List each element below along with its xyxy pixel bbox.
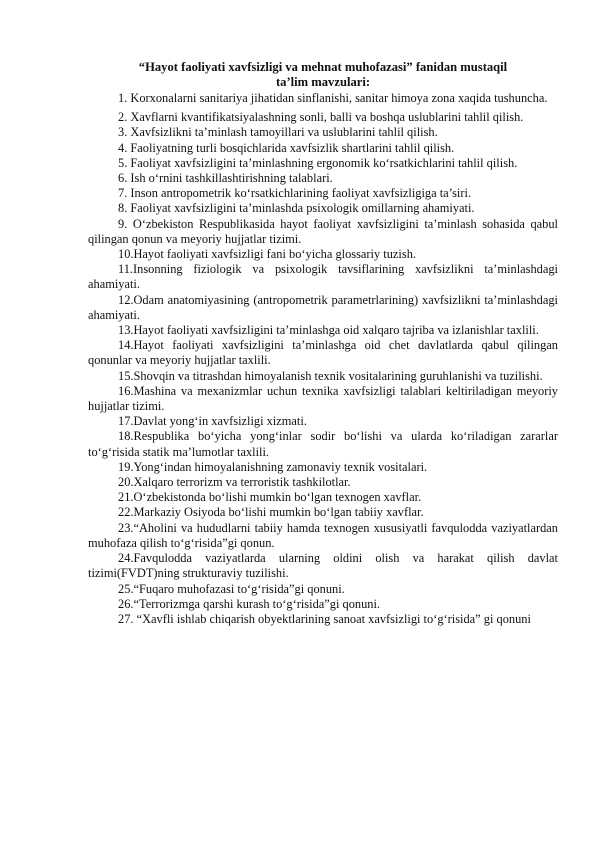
topic-item-26: 26.“Terrorizmga qarshi kurash to‘g‘risida”gi qonuni. <box>118 596 381 611</box>
topic-item-23: 23.“Aholini va hududlarni tabiiy hamda texnogen xususiyatli favqulodda vaziyatlardan muhofaza qilish to‘g‘risida”gi qonun. <box>88 520 558 550</box>
topic-item-1: 1. Korxonalarni sanitariya jihatidan sinflanishi, sanitar himoya zona xaqida tushuncha. <box>118 91 548 105</box>
topic-item-5: 5. Faoliyat xavfsizligini ta’minlashning ergonomik ko‘rsatkichlarini tahlil qilish. <box>118 155 518 170</box>
topic-item-18: 18.Respublika bo‘yicha yong‘inlar sodir bo‘lishi va ularda ko‘riladigan zararlar to‘g‘risida statik ma’lumotlar taxlili. <box>88 429 558 459</box>
topic-item-13: 13.Hayot faoliyati xavfsizligini ta’minlashga oid xalqaro tajriba va izlanishlar taxlili. <box>118 323 539 338</box>
document-title <box>88 60 558 89</box>
topic-item-2: 2. Xavflarni kvantifikatsiyalashning sonli, balli va boshqa uslublarini tahlil qilish. <box>118 110 524 125</box>
topic-item-6: 6. Ish o‘rnini tashkillashtirishning talablari. <box>118 171 333 186</box>
topic-item-20: 20.Xalqaro terrorizm va terroristik tashkilotlar. <box>118 475 351 490</box>
topic-item-4: 4. Faoliyatning turli bosqichlarida xavfsizlik shartlarini tahlil qilish. <box>118 140 455 155</box>
topic-item-21: 21.O‘zbekistonda bo‘lishi mumkin bo‘lgan texnogen xavflar. <box>118 490 422 505</box>
topic-item-7: 7. Inson antropometrik ko‘rsatkichlarining faoliyat xavfsizligiga ta’siri. <box>118 186 472 201</box>
topic-item-14: 14.Hayot faoliyati xavfsizligini ta’minlashga oid chet davlatlarda qabul qilingan qonunlar va meyoriy hujjatlar taxlili. <box>88 338 558 368</box>
topic-item-12: 12.Odam anatomiyasining (antropometrik parametrlarining) xavfsizlikni ta’minlashdagi ahamiyati. <box>88 292 558 322</box>
topic-item-3: 3. Xavfsizlikni ta’minlash tamoyillari va uslublarini tahlil qilish. <box>118 125 438 140</box>
topic-item-24: 24.Favqulodda vaziyatlarda ularning oldini olish va harakat qilish davlat tizimi(FVDT)ning strukturaviy tuzilishi. <box>88 551 558 581</box>
topic-item-9: 9. O‘zbekiston Respublikasida hayot faoliyat xavfsizligini ta’minlash sohasida qabul qilingan qonun va meyoriy hujjatlar tizimi. <box>88 216 558 246</box>
topic-item-8: 8. Faoliyat xavfsizligini ta’minlashda psixologik omillarning ahamiyati. <box>118 201 475 216</box>
topic-item-15: 15.Shovqin va titrashdan himoyalanish texnik vositalarining guruhlanishi va tuzilishi. <box>118 368 543 383</box>
topic-item-27: 27. “Xavfli ishlab chiqarish obyektlarining sanoat xavfsizligi to‘g‘risida” gi qonuni <box>118 611 531 626</box>
topic-item-10: 10.Hayot faoliyati xavfsizligi fani bo‘yicha glossariy tuzish. <box>118 247 416 262</box>
title-line-1: “Hayot faoliyati xavfsizligi va mehnat muhofazasi” fanidan mustaqil <box>138 60 508 74</box>
topic-item-11: 11.Insonning fiziologik va psixologik tavsiflarining xavfsizlikni ta’minlashdagi ahamiyati. <box>88 262 558 292</box>
document-page <box>88 60 558 627</box>
topic-item-22: 22.Markaziy Osiyoda bo‘lishi mumkin bo‘lgan tabiiy xavflar. <box>118 505 424 520</box>
topic-item-25: 25.“Fuqaro muhofazasi to‘g‘risida”gi qonuni. <box>118 581 345 596</box>
topic-item-19: 19.Yong‘indan himoyalanishning zamonaviy texnik vositalari. <box>118 459 428 474</box>
topic-item-17: 17.Davlat yong‘in xavfsizligi xizmati. <box>118 414 307 429</box>
topic-item-16: 16.Mashina va mexanizmlar uchun texnika xavfsizligi talablari keltiriladigan meyoriy hujjatlar tizimi. <box>88 383 558 414</box>
title-line-2: ta’lim mavzulari: <box>275 74 371 89</box>
